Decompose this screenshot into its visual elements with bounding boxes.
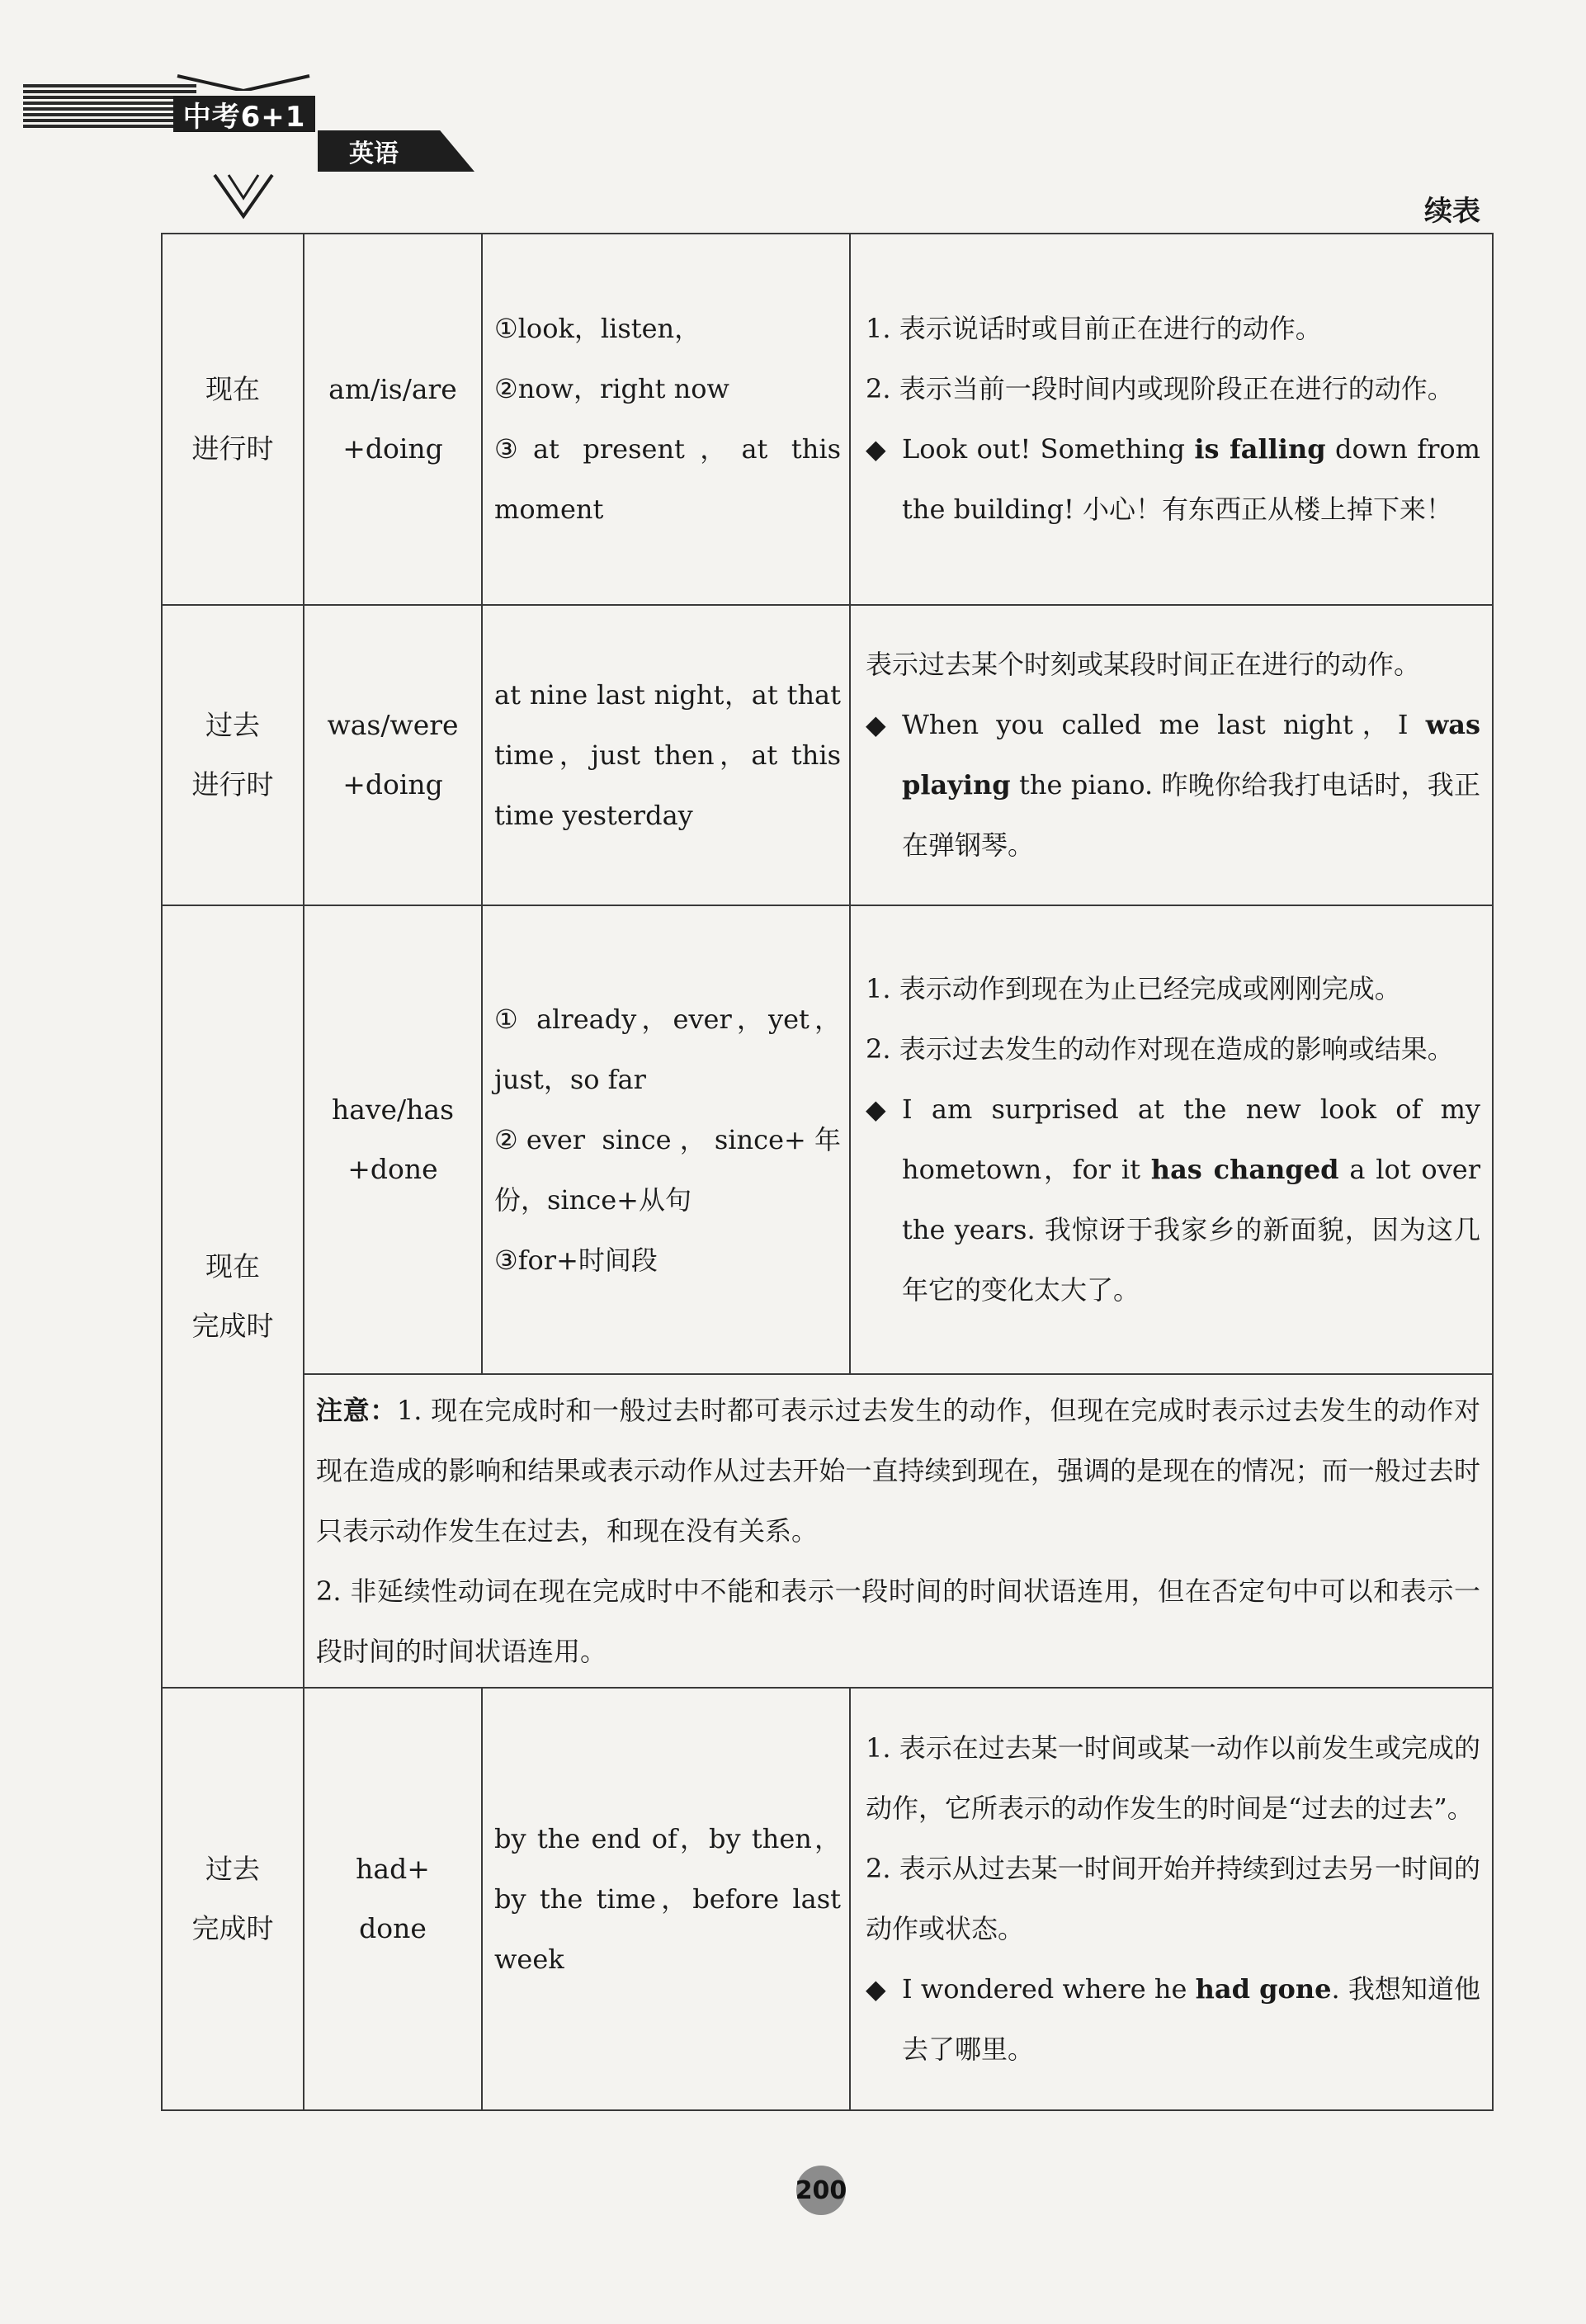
table-row bbox=[162, 905, 1493, 1374]
form-cell: was/were +doing bbox=[304, 605, 482, 905]
usage-cell bbox=[850, 1688, 1493, 2110]
usage-cell bbox=[850, 605, 1493, 905]
usage-point: 2. 表示当前一段时间内或现阶段正在进行的动作。 bbox=[866, 373, 1454, 404]
adverb-cell: by the end of，by then，by the time，before last week bbox=[482, 1688, 850, 2110]
page-number: 200 bbox=[796, 2166, 846, 2215]
usage-cell bbox=[850, 234, 1493, 605]
tense-cell: 现在 完成时 bbox=[162, 905, 304, 1688]
logo-v-icon bbox=[210, 172, 276, 221]
form-cell: had+ done bbox=[304, 1688, 482, 2110]
note-row bbox=[162, 1374, 1493, 1688]
form-cell: have/has +done bbox=[304, 905, 482, 1374]
note-cell bbox=[304, 1374, 1493, 1688]
table-row bbox=[162, 605, 1493, 905]
adverb-cell: at nine last night，at that time，just then，at this time yesterday bbox=[482, 605, 850, 905]
tense-cell: 过去 完成时 bbox=[162, 1688, 304, 2110]
usage-point: 1. 表示说话时或目前正在进行的动作。 bbox=[866, 313, 1322, 344]
note-title: 注意： bbox=[316, 1394, 397, 1426]
usage-point: 2. 表示从过去某一时间开始并持续到过去另一时间的动作或状态。 bbox=[866, 1853, 1480, 1944]
example-sentence: ◆ I wondered where he had gone. 我想知道他去了哪里。 bbox=[866, 1959, 1480, 2080]
tense-table bbox=[161, 233, 1494, 2111]
tense-cell: 过去 进行时 bbox=[162, 605, 304, 905]
usage-point: 1. 表示在过去某一时间或某一动作以前发生或完成的动作，它所表示的动作发生的时间是“过去的过去”。 bbox=[866, 1732, 1480, 1824]
example-sentence: ◆ When you called me last night，I was playing the piano. 昨晚你给我打电话时，我正在弹钢琴。 bbox=[866, 695, 1480, 876]
series-logo: 中考6+1 bbox=[173, 96, 315, 132]
example-sentence: ◆ Look out! Something is falling down from the building! 小心！有东西正从楼上掉下来！ bbox=[866, 419, 1480, 540]
adverb-cell: ①look，listen， ②now，right now ③at present，at this moment bbox=[482, 234, 850, 605]
logo-chevron-icon bbox=[173, 74, 314, 91]
example-sentence: ◆ I am surprised at the new look of my hometown，for it has changed a lot over the years. 我惊讶于我家乡的新面貌，因为这几年它的变化太大了。 bbox=[866, 1079, 1480, 1320]
subject-label: 英语 bbox=[349, 139, 399, 168]
usage-cell bbox=[850, 905, 1493, 1374]
page-header bbox=[0, 41, 495, 198]
note-text: 1. 现在完成时和一般过去时都可表示过去发生的动作，但现在完成时表示过去发生的动作对现在造成的影响和结果或表示动作从过去开始一直持续到现在，强调的是现在的情况；而一般过去时只表示动作发生在过去，和现在没有关系。 bbox=[316, 1394, 1480, 1547]
usage-point: 1. 表示动作到现在为止已经完成或刚刚完成。 bbox=[866, 973, 1401, 1004]
note-text: 2. 非延续性动词在现在完成时中不能和表示一段时间的时间状语连用，但在否定句中可以和表示一段时间的时间状语连用。 bbox=[316, 1575, 1480, 1667]
form-cell: am/is/are +doing bbox=[304, 234, 482, 605]
diamond-bullet-icon: ◆ bbox=[866, 1973, 886, 2005]
table-row bbox=[162, 234, 1493, 605]
header-stripes bbox=[23, 84, 196, 129]
continued-label: 续表 bbox=[1424, 195, 1480, 228]
tense-cell: 现在 进行时 bbox=[162, 234, 304, 605]
table-row bbox=[162, 1688, 1493, 2110]
usage-point: 表示过去某个时刻或某段时间正在进行的动作。 bbox=[866, 649, 1421, 680]
diamond-bullet-icon: ◆ bbox=[866, 709, 886, 740]
diamond-bullet-icon: ◆ bbox=[866, 1094, 886, 1125]
adverb-cell: ① already，ever，yet，just，so far ②ever since，since+年份，since+从句 ③for+时间段 bbox=[482, 905, 850, 1374]
usage-point: 2. 表示过去发生的动作对现在造成的影响或结果。 bbox=[866, 1033, 1454, 1065]
diamond-bullet-icon: ◆ bbox=[866, 433, 886, 465]
